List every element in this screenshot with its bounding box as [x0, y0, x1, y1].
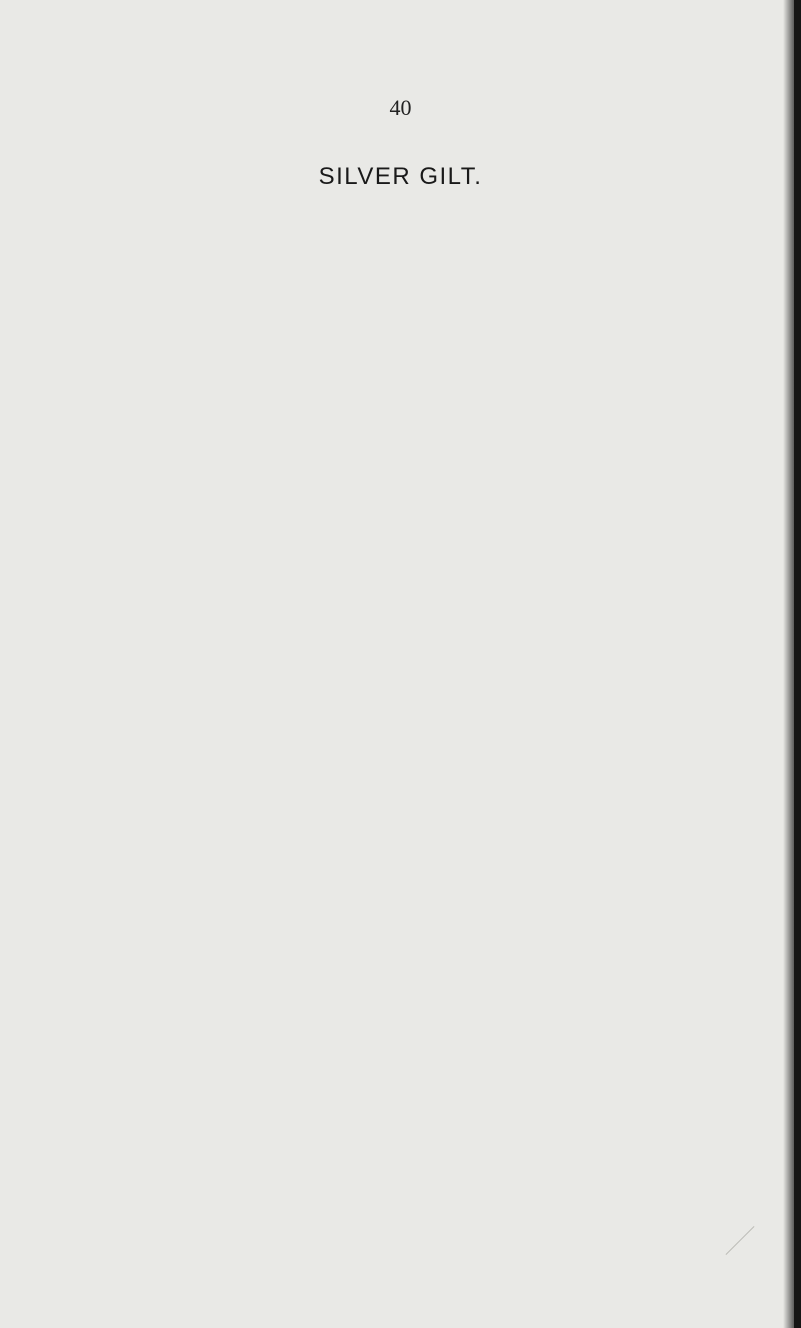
page-number: 40 — [389, 95, 412, 120]
page-edge — [794, 0, 801, 1328]
section-title: SILVER GILT. — [318, 163, 483, 190]
